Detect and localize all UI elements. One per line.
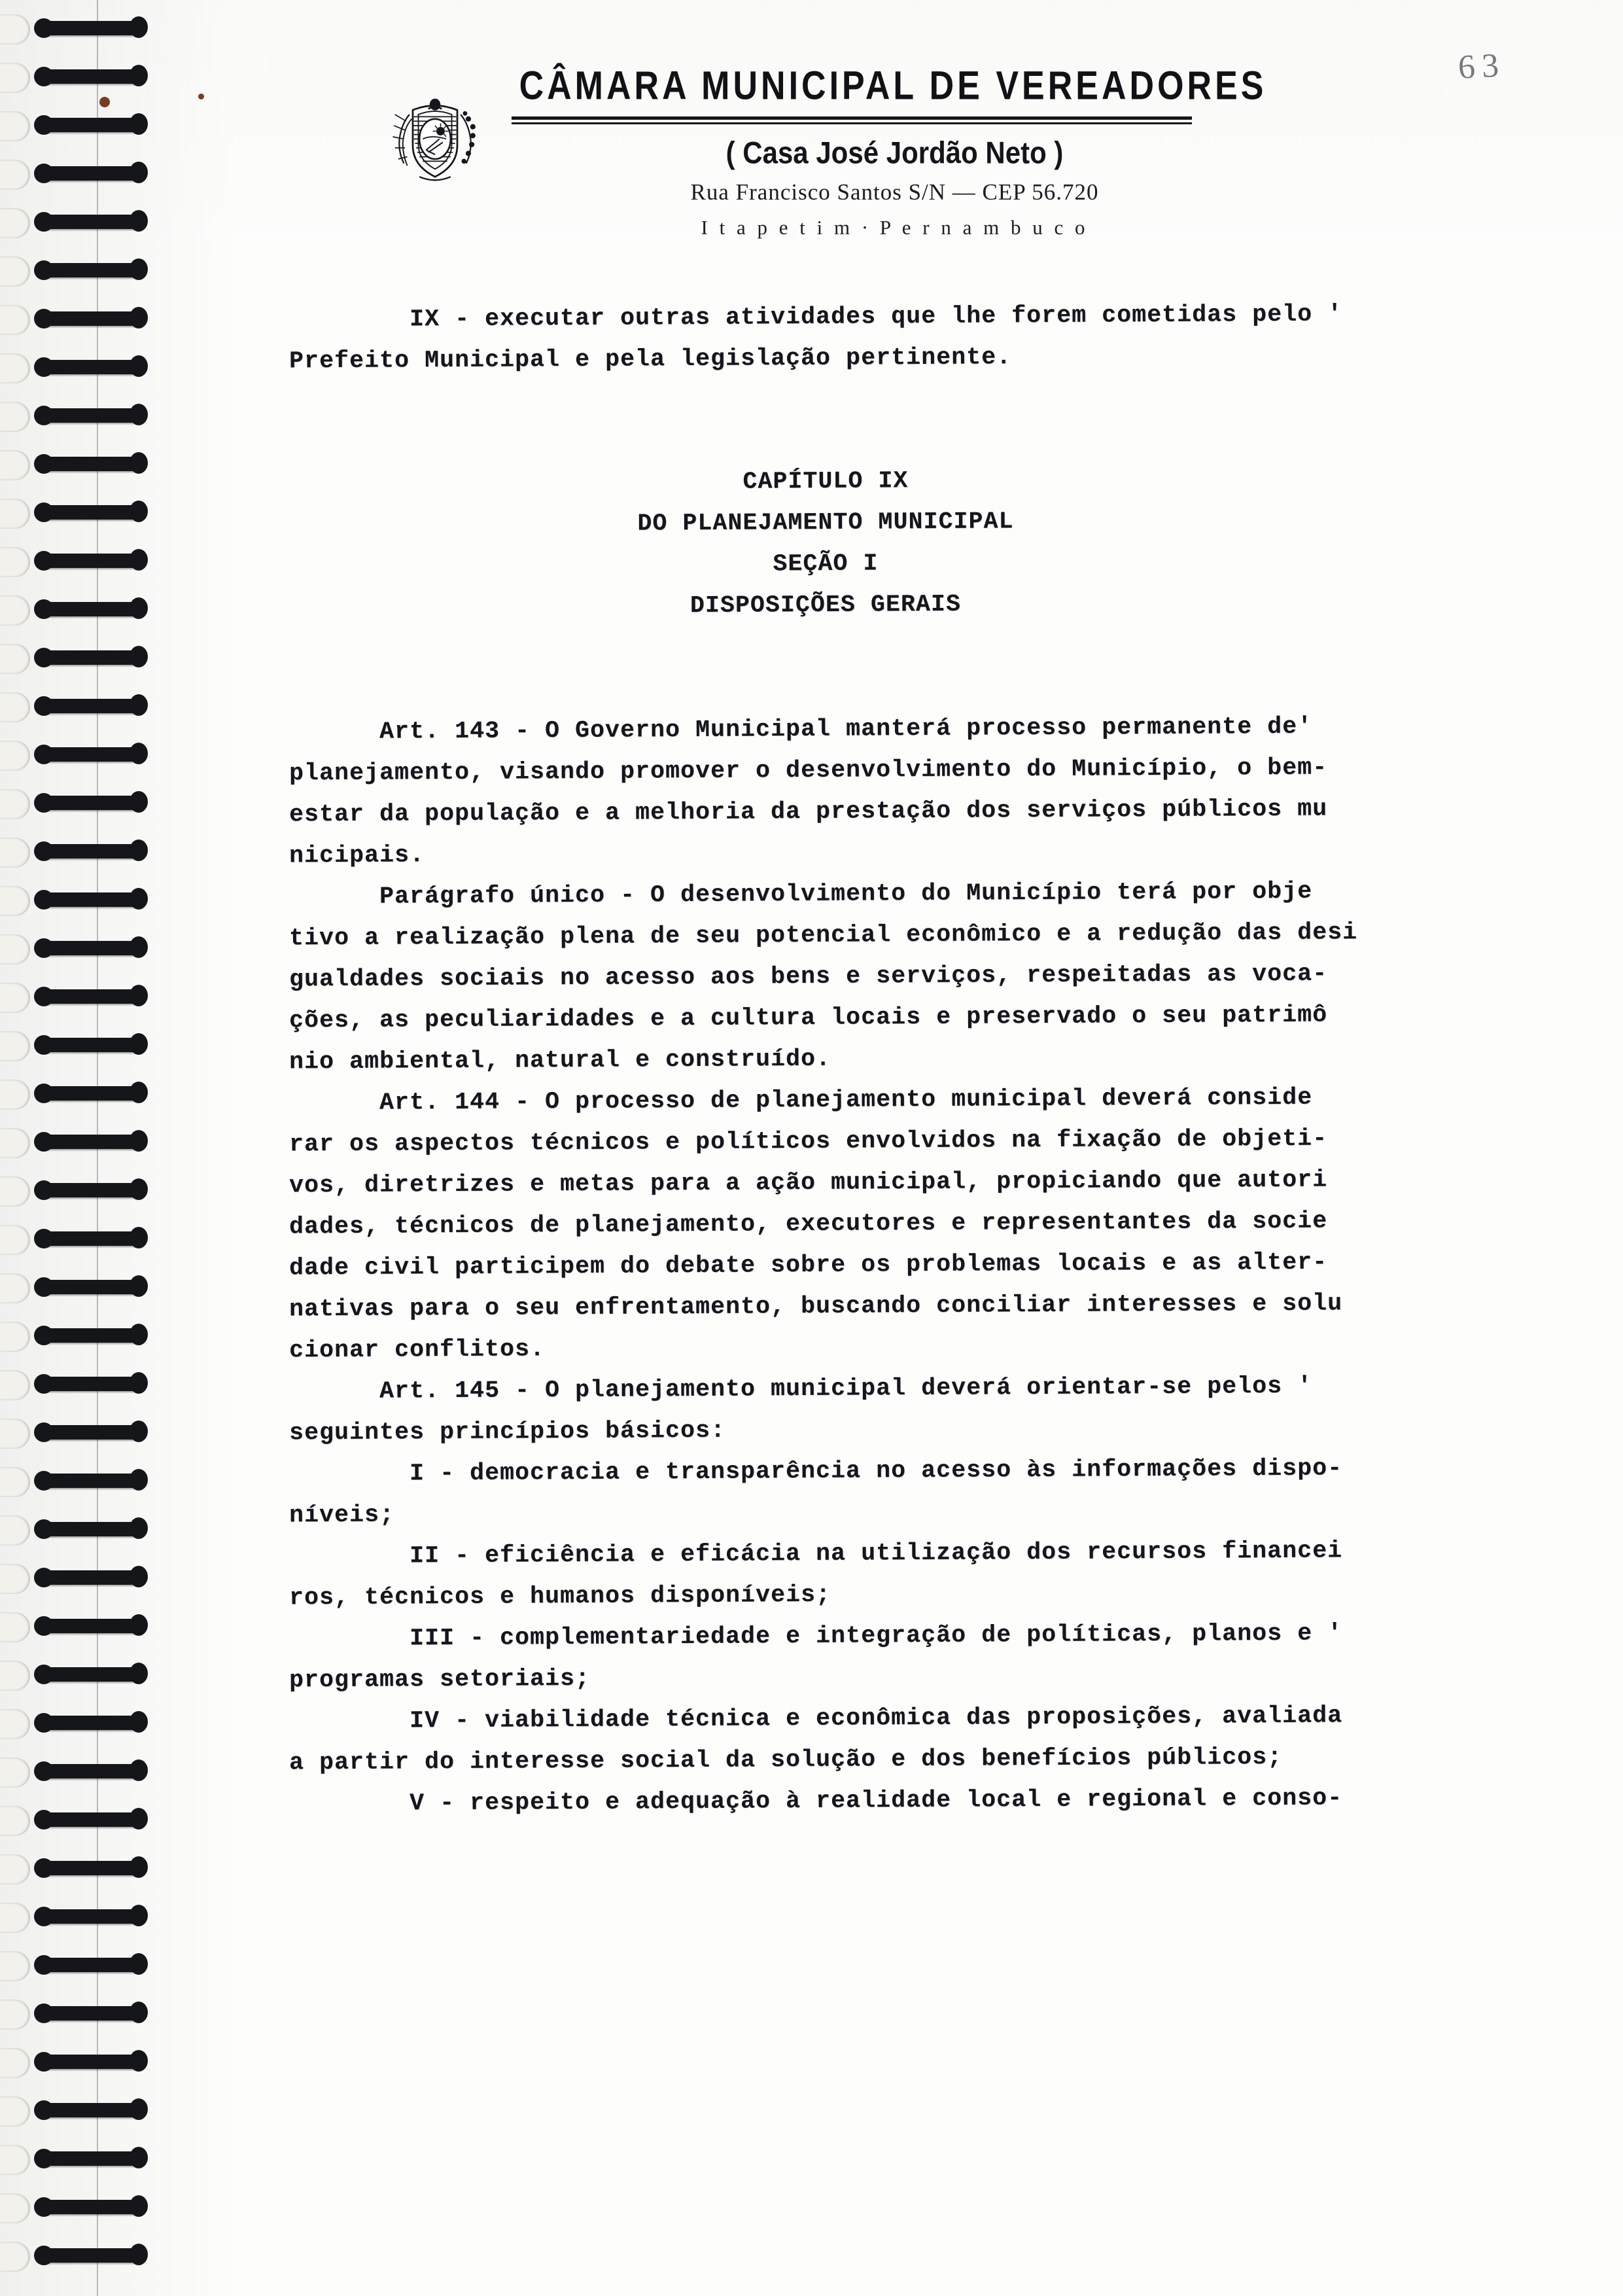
blank-line	[289, 375, 1558, 423]
punch-hole	[0, 547, 30, 577]
binding-coil	[38, 263, 143, 277]
punch-hole	[0, 1225, 30, 1255]
punch-hole	[0, 595, 30, 626]
punch-hole	[0, 1757, 30, 1788]
typed-line: programas setoriais;	[288, 1665, 591, 1694]
binding-coil	[38, 1667, 143, 1682]
punch-hole	[0, 1854, 30, 1884]
punch-hole	[0, 305, 30, 335]
punch-hole	[0, 692, 30, 722]
typed-line: Prefeito Municipal e pela legislação pertinente.	[288, 344, 1012, 375]
binding-coil	[38, 408, 143, 423]
punch-hole	[0, 1273, 30, 1303]
binding-coil	[38, 1909, 143, 1924]
binding-coil	[38, 215, 143, 229]
binding-coil	[38, 1183, 143, 1197]
punch-hole	[0, 1080, 30, 1110]
binding-coil	[38, 1570, 143, 1585]
punch-hole	[0, 111, 30, 141]
typed-line: gualdades sociais no acesso aos bens e serviços, respeitadas as voca-	[288, 960, 1328, 993]
blank-line	[289, 416, 1558, 465]
binding-coil	[38, 602, 143, 616]
typed-line: nativas para o seu enfrentamento, buscando conciliar interesses e solu	[288, 1290, 1343, 1323]
punch-hole	[0, 14, 30, 44]
punch-hole	[0, 208, 30, 238]
binding-coil	[38, 505, 143, 520]
blank-line	[289, 622, 1558, 671]
punch-hole	[0, 1031, 30, 1061]
punch-hole	[0, 1128, 30, 1158]
punch-hole	[0, 1322, 30, 1352]
organization-title: CÂMARA MUNICIPAL DE VEREADORES	[519, 63, 1267, 109]
ink-speck	[99, 97, 110, 107]
binding-coil	[38, 554, 143, 568]
typed-line: a partir do interesse social da solução e dos benefícios públicos;	[288, 1743, 1283, 1776]
binding-coil	[38, 69, 143, 84]
typed-line: Art. 145 - O planejamento municipal deverá orientar-se pelos '	[288, 1372, 1313, 1405]
typed-line: CAPÍTULO IX	[742, 467, 909, 495]
typed-line: III - complementariedade e integração de políticas, planos e '	[288, 1619, 1343, 1653]
letterhead-divider	[512, 116, 1192, 124]
binding-coil	[38, 2103, 143, 2117]
binding-coil	[38, 1086, 143, 1101]
typed-line: nio ambiental, natural e construído.	[288, 1045, 831, 1076]
typed-line: planejamento, visando promover o desenvolvimento do Município, o bem-	[288, 754, 1328, 787]
punch-hole	[0, 1564, 30, 1594]
binding-coil	[38, 844, 143, 858]
organization-subtitle: ( Casa José Jordão Neto )	[725, 135, 1064, 170]
binding-coil	[38, 21, 143, 35]
spiral-binding	[0, 0, 196, 2296]
punch-hole	[0, 1612, 30, 1642]
binding-coil	[38, 699, 143, 713]
punch-hole	[0, 1661, 30, 1691]
punch-hole	[0, 644, 30, 674]
organization-address: Rua Francisco Santos S/N — CEP 56.720	[690, 179, 1099, 205]
binding-coil	[38, 2248, 143, 2263]
punch-hole	[0, 2193, 30, 2223]
punch-hole	[0, 789, 30, 819]
typed-line: tivo a realização plena de seu potencial econômico e a redução das desi	[288, 919, 1358, 952]
punch-hole	[0, 2000, 30, 2030]
binding-coil	[38, 989, 143, 1004]
binding-coil	[38, 1425, 143, 1439]
punch-hole	[0, 838, 30, 868]
typed-line: dade civil participem do debate sobre os problemas locais e as alter-	[288, 1248, 1328, 1282]
punch-hole	[0, 1515, 30, 1545]
punch-hole	[0, 1903, 30, 1933]
binding-coil	[38, 1377, 143, 1391]
blank-line	[289, 663, 1558, 712]
punch-hole	[0, 2145, 30, 2175]
binding-coil	[38, 2151, 143, 2166]
punch-hole	[0, 256, 30, 287]
punch-hole	[0, 1709, 30, 1739]
binding-coil	[38, 166, 143, 181]
binding-coil	[38, 892, 143, 907]
punch-hole	[0, 353, 30, 383]
punch-hole	[0, 741, 30, 771]
binding-coil	[38, 2006, 143, 2021]
typed-line: SEÇÃO I	[773, 550, 879, 578]
punch-hole	[0, 2242, 30, 2272]
punch-hole	[0, 1951, 30, 1981]
typed-line: níveis;	[288, 1501, 395, 1529]
punch-hole	[0, 1176, 30, 1207]
typed-line: ções, as peculiaridades e a cultura locais e preservado o seu patrimô	[288, 1001, 1328, 1034]
punch-hole	[0, 450, 30, 480]
binding-coil	[38, 941, 143, 955]
typed-line: Art. 143 - O Governo Municipal manterá processo permanente de'	[288, 713, 1313, 746]
typed-line: V - respeito e adequação à realidade local e regional e conso-	[288, 1784, 1343, 1818]
typed-line: DISPOSIÇÕES GERAIS	[689, 590, 962, 620]
binding-coil	[38, 1861, 143, 1875]
coat-of-arms-icon	[379, 81, 491, 192]
punch-hole	[0, 934, 30, 964]
punch-hole	[0, 2096, 30, 2127]
organization-city: I t a p e t i m · P e r n a m b u c o	[701, 216, 1089, 239]
punch-hole	[0, 1370, 30, 1400]
punch-hole	[0, 402, 30, 432]
binding-coil	[38, 1716, 143, 1730]
binding-coil	[38, 1764, 143, 1778]
punch-hole	[0, 1419, 30, 1449]
typed-line: estar da população e a melhoria da prestação dos serviços públicos mu	[288, 795, 1328, 828]
binding-coil	[38, 1328, 143, 1343]
binding-coil	[38, 650, 143, 665]
punch-hole	[0, 1467, 30, 1497]
binding-coil	[38, 1958, 143, 1972]
binding-coil	[38, 1231, 143, 1246]
typed-line: DO PLANEJAMENTO MUNICIPAL	[637, 508, 1014, 537]
punch-hole	[0, 499, 30, 529]
typed-line: vos, diretrizes e metas para a ação municipal, propiciando que autori	[288, 1166, 1328, 1199]
page-number: 63	[1457, 46, 1507, 86]
typed-line: I - democracia e transparência no acesso às informações dispo-	[288, 1455, 1343, 1488]
punch-hole	[0, 160, 30, 190]
typed-line: cionar conflitos.	[288, 1335, 546, 1364]
binding-coil	[38, 457, 143, 471]
punch-hole	[0, 1806, 30, 1836]
typed-line: II - eficiência e eficácia na utilização dos recursos financei	[288, 1537, 1343, 1570]
typed-line: Art. 144 - O processo de planejamento municipal deverá conside	[288, 1084, 1313, 1117]
binding-coil	[38, 1038, 143, 1052]
typed-line: ros, técnicos e humanos disponíveis;	[288, 1581, 831, 1612]
punch-hole	[0, 2048, 30, 2078]
binding-coil	[38, 1135, 143, 1149]
typed-line: Parágrafo único - O desenvolvimento do Município terá por obje	[288, 877, 1313, 911]
punch-hole	[0, 63, 30, 93]
typed-line: dades, técnicos de planejamento, executores e representantes da socie	[288, 1207, 1328, 1241]
typed-line: nicipais.	[288, 841, 425, 870]
punch-hole	[0, 983, 30, 1013]
typed-line: IX - executar outras atividades que lhe forem cometidas pelo '	[288, 300, 1343, 334]
binding-coil	[38, 1280, 143, 1294]
binding-coil	[38, 1812, 143, 1827]
typed-line: IV - viabilidade técnica e econômica das proposições, avaliada	[288, 1702, 1343, 1735]
binding-coil	[38, 118, 143, 132]
punch-hole	[0, 886, 30, 916]
binding-coil	[38, 747, 143, 762]
binding-coil	[38, 360, 143, 374]
binding-coil	[38, 1474, 143, 1488]
binding-coil	[38, 311, 143, 326]
document-body	[289, 296, 1558, 1821]
binding-coil	[38, 1522, 143, 1536]
typed-line: rar os aspectos técnicos e políticos envolvidos na fixação de objeti-	[288, 1125, 1328, 1158]
binding-coil	[38, 2055, 143, 2069]
letterhead	[366, 63, 1282, 239]
binding-coil	[38, 1619, 143, 1633]
binding-coil	[38, 796, 143, 810]
ink-speck	[198, 94, 204, 99]
binding-coil	[38, 2200, 143, 2214]
typed-line: seguintes princípios básicos:	[288, 1417, 726, 1447]
